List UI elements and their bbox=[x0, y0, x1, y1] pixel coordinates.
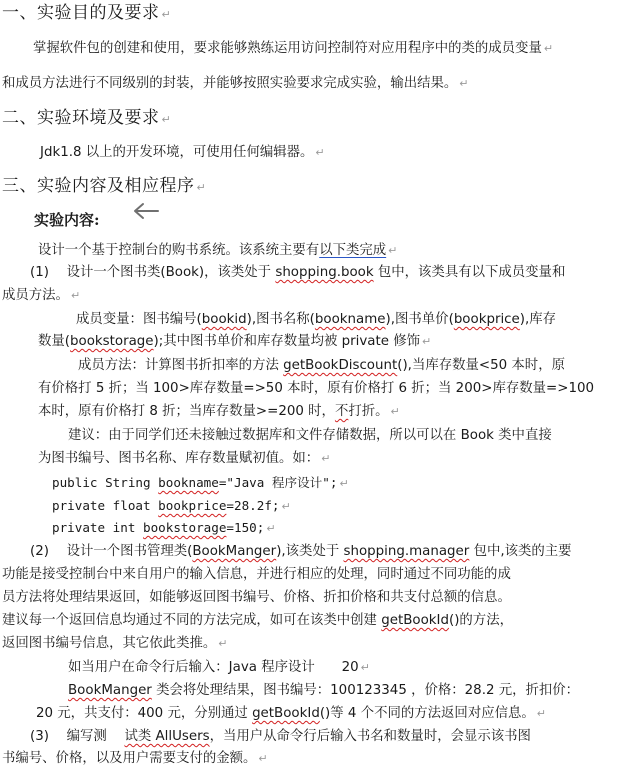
item1-line-9: 为图书编号、图书名称、库存数量赋初值。如： ↵ bbox=[38, 451, 331, 466]
item1-line-1: (1) 设计一个图书类(Book)，该类处于 shopping.book 包中，该类具有以下成员变量和 bbox=[30, 265, 566, 280]
item1-line-5: 成员方法：计算图书折扣率的方法 getBookDiscount(),当库存数量<50 本时，原 bbox=[78, 358, 565, 373]
item1-line-2: 成员方法。 ↵ bbox=[2, 288, 81, 303]
item3-line-1: (3) 编写测 试类 AllUsers，当用户从命令行后输入书名和数量时，会显示该书图 bbox=[30, 729, 531, 744]
item1-line-7: 本时，原有价格打 8 折；当库存数量>=200 时，不打折。 ↵ bbox=[38, 404, 400, 419]
intro-line: 设计一个基于控制台的购书系统。该系统主要有以下类完成 ↵ bbox=[38, 243, 398, 258]
item1-line-8: 建议：由于同学们还未接触过数据库和文件存储数据，所以可以在 Book 类中直接 bbox=[68, 428, 552, 443]
item2-line-7: BookManger 类会将处理结果，图书编号：100123345 ，价格：28.2 元，折扣价： bbox=[68, 683, 580, 698]
item2-line-4: 建议每一个返回信息均通过不同的方法完成，如可在该类中创建 getBookId()的方法， bbox=[2, 613, 513, 628]
heading-content: 三、实验内容及相应程序 ↵ bbox=[2, 176, 207, 196]
heading-environment: 二、实验环境及要求 ↵ bbox=[2, 108, 172, 128]
item2-line-2: 功能是接受控制台中来自用户的输入信息，并进行相应的处理，同时通过不同功能的成 bbox=[2, 567, 511, 582]
purpose-line-2: 和成员方法进行不同级别的封装，并能够按照实验要求完成实验，输出结果。 ↵ bbox=[2, 76, 469, 91]
item1-line-6: 有价格打 5 折；当 100>库存数量=>50 本时，原有价格打 6 折；当 200>库存数量=>100 bbox=[38, 381, 595, 396]
heading-purpose: 一、实验目的及要求 ↵ bbox=[2, 3, 172, 23]
code-line-3: private int bookstorage=150; ↵ bbox=[52, 520, 276, 535]
left-arrow-icon bbox=[130, 201, 162, 221]
item1-line-4: 数量(bookstorage);其中图书单价和库存数量均被 private 修饰 ↵ bbox=[38, 334, 432, 349]
item2-line-3: 员方法将处理结果返回，如能够返回图书编号、价格、折扣价格和共支付总额的信息。 bbox=[2, 590, 511, 605]
code-line-2: private float bookprice=28.2f; ↵ bbox=[52, 498, 291, 513]
item3-line-2: 书编号、价格，以及用户需要支付的金额。 ↵ bbox=[2, 751, 268, 766]
item2-line-1: (2) 设计一个图书管理类(BookManger),该类处于 shopping.manager 包中,该类的主要 bbox=[30, 544, 572, 559]
item2-line-8: 20 元，共支付：400 元，分别通过 getBookId()等 4 个不同的方法返回对应信息。 ↵ bbox=[36, 706, 546, 721]
code-line-1: public String bookname="Java 程序设计"; ↵ bbox=[52, 475, 349, 490]
environment-line: Jdk1.8 以上的开发环境，可使用任何编辑器。 ↵ bbox=[40, 145, 325, 160]
item2-line-6: 如当用户在命令行后输入：Java 程序设计 20 ↵ bbox=[68, 660, 370, 675]
purpose-line-1: 掌握软件包的创建和使用，要求能够熟练运用访问控制符对应用程序中的类的成员变量 ↵ bbox=[33, 41, 554, 56]
item1-line-3: 成员变量：图书编号(bookid),图书名称(bookname),图书单价(bookprice),库存 bbox=[76, 312, 557, 327]
item2-line-5: 返回图书编号信息，其它依此类推。 ↵ bbox=[2, 636, 228, 651]
content-subheading: 实验内容: bbox=[34, 211, 100, 229]
